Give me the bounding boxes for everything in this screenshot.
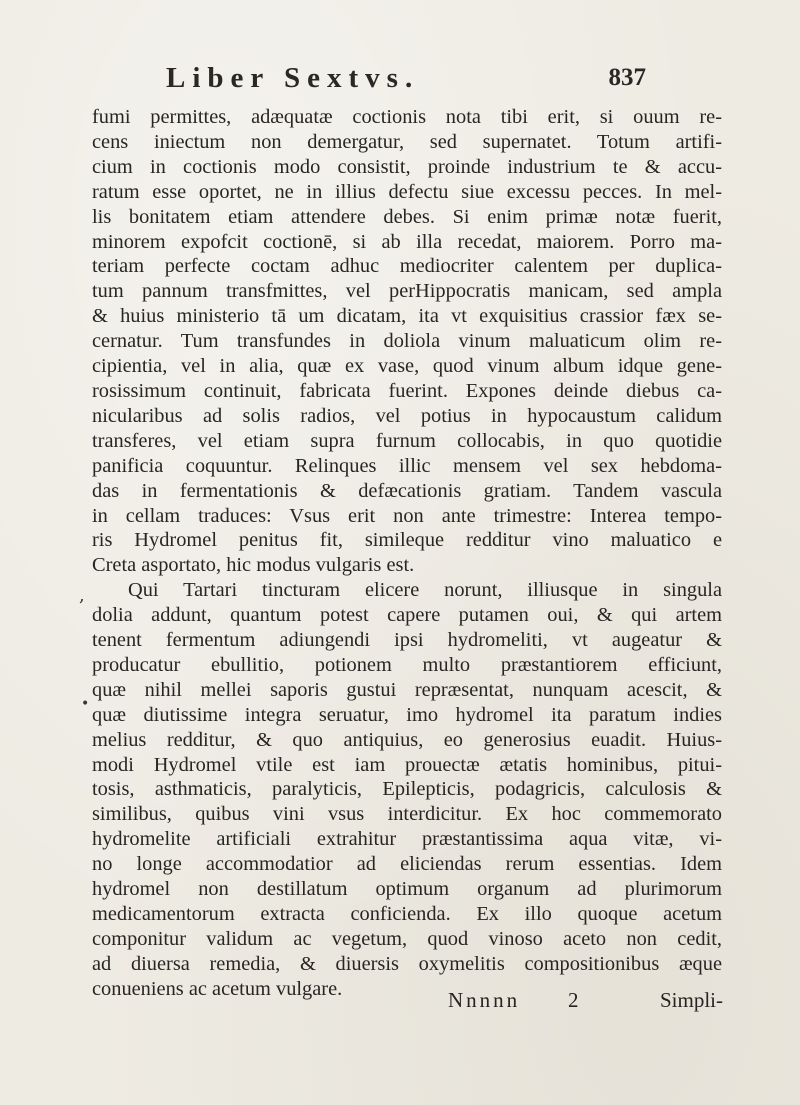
text-line-4: ratum esse oportet, ne in illius defectu siue excessu pecces. In mel- <box>92 180 722 203</box>
running-title: Liber Sextvs. <box>166 62 420 94</box>
text-line-32: hydromel non destillatum optimum organum ad plurimorum <box>92 878 722 901</box>
text-line-3: cium in coctionis modo consistit, proinde industrium te & accu- <box>92 155 722 178</box>
text-line-10: cernatur. Tum transfundes in doliola vinum maluaticum olim re- <box>92 330 722 353</box>
text-line-15: panificia coquuntur. Relinques illic mensem vel sex hebdoma- <box>92 454 722 477</box>
text-line-29: similibus, quibus vini vsus interdicitur. Ex hoc commemorato <box>92 803 722 826</box>
catchword: Simpli- <box>659 988 723 1012</box>
text-line-13: nicularibus ad solis radios, vel potius in hypocaustum calidum <box>92 404 722 427</box>
text-line-25: quæ diutissime integra seruatur, imo hydromel ita paratum indies <box>92 703 722 726</box>
text-line-14: transferes, vel etiam supra furnum collocabis, in quo quotidie <box>92 429 722 452</box>
page-footer <box>448 988 723 1018</box>
text-line-17: in cellam traduces: Vsus erit non ante trimestre: Interea tempo- <box>92 504 722 527</box>
text-line-34: componitur validum ac vegetum, quod vinoso aceto non cedit, <box>92 927 722 950</box>
text-line-31: no longe accommodatior ad eliciendas rerum essentias. Idem <box>92 853 722 876</box>
text-line-22: tenent fermentum adiungendi ipsi hydromeliti, vt augeatur & <box>92 629 722 652</box>
text-line-7: teriam perfecte coctam adhuc mediocriter calentem per duplica- <box>92 255 722 278</box>
text-line-20: Qui Tartari tincturam elicere norunt, illiusque in singula <box>128 579 722 602</box>
signature-number: 2 <box>568 988 579 1012</box>
signature-mark: Nnnnn <box>448 988 521 1012</box>
margin-comma-mark: , <box>79 585 85 606</box>
text-line-35: ad diuersa remedia, & diuersis oxymelitis compositionibus æque <box>92 952 722 975</box>
text-line-8: tum pannum transfmittes, vel perHippocratis manicam, sed ampla <box>92 280 722 303</box>
text-line-11: cipientia, vel in alia, quæ ex vase, quod vinum album idque gene- <box>92 355 722 378</box>
text-line-2: cens iniectum non demergatur, sed supernatet. Totum artifi- <box>92 130 722 153</box>
text-line-21: dolia addunt, quantum potest capere putamen oui, & qui artem <box>92 604 722 627</box>
text-line-27: modi Hydromel vtile est iam prouectæ ætatis hominibus, pitui- <box>92 753 722 776</box>
text-line-6: minorem expofcit coctionē, si ab illa recedat, maiorem. Porro ma- <box>92 230 722 253</box>
text-line-9: & huius ministerio tā um dicatam, ita vt exquisitius crassior fæx se- <box>92 305 722 328</box>
text-line-30: hydromelite artificiali extrahitur præstantissima aqua vitæ, vi- <box>92 828 722 851</box>
text-line-1: fumi permittes, adæquatæ coctionis nota tibi erit, si ouum re- <box>92 106 722 128</box>
body-text <box>92 105 722 1002</box>
text-line-26: melius redditur, & quo antiquius, eo generosius euadit. Huius- <box>92 728 722 751</box>
text-line-18: ris Hydromel penitus fit, simileque redditur vino maluatico e <box>92 529 722 552</box>
text-line-33: medicamentorum extracta conficienda. Ex illo quoque acetum <box>92 903 722 925</box>
text-line-36: conueniens ac acetum vulgare. <box>92 977 343 1000</box>
text-line-5: lis bonitatem etiam attendere debes. Si enim primæ notæ fuerit, <box>92 205 722 228</box>
text-line-19: Creta asportato, hic modus vulgaris est. <box>92 554 415 577</box>
text-line-12: rosissimum continuit, fabricata fuerint. Expones deinde diebus ca- <box>92 379 722 402</box>
page-number: 837 <box>608 64 646 91</box>
text-line-23: producatur ebullitio, potionem multo præstantiorem efficiunt, <box>92 653 722 676</box>
margin-dot-mark: • <box>81 696 90 712</box>
page-header <box>166 62 646 98</box>
text-line-16: das in fermentationis & defæcationis gratiam. Tandem vascula <box>92 479 722 502</box>
text-line-28: tosis, asthmaticis, paralyticis, Epilepticis, podagricis, calculosis & <box>92 778 722 801</box>
text-line-24: quæ nihil mellei saporis gustui repræsentat, nunquam acescit, & <box>92 678 722 701</box>
